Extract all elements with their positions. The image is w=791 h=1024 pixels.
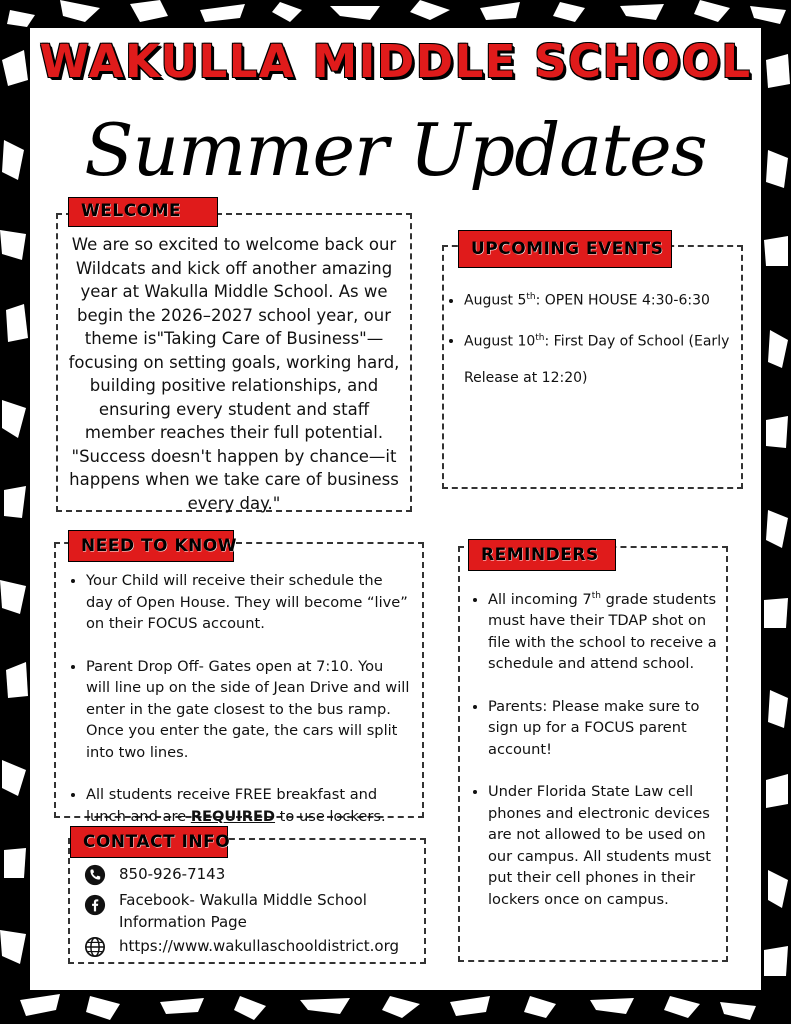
facebook-icon xyxy=(84,894,106,916)
contact-info-tag: CONTACT INFO xyxy=(70,826,228,858)
phone-number: 850-926-7143 xyxy=(119,865,226,883)
need-to-know-item: • All students receive FREE breakfast and lunch and are REQUIRED to use lockers. xyxy=(86,784,412,827)
need-to-know-box xyxy=(54,542,424,825)
events-list xyxy=(446,279,735,397)
upcoming-events-box xyxy=(442,245,743,489)
need-to-know-list xyxy=(68,570,412,848)
upcoming-events-tag: UPCOMING EVENTS xyxy=(458,230,672,268)
reminder-item: • All incoming 7th grade students must have their TDAP shot on file with the school to receive a schedule and attend school. xyxy=(488,586,720,675)
facebook-row xyxy=(84,890,384,933)
event-item: • August 10th: First Day of School (Early Release at 12:20) xyxy=(464,320,735,398)
reminder-item: • Parents: Please make sure to sign up for a FOCUS parent account! xyxy=(488,696,720,761)
reminders-list xyxy=(470,586,720,931)
welcome-text: We are so excited to welcome back our Wildcats and kick off another amazing year at Wakulla Middle School. As we begin the 2026–2027 school year, our theme is"Taking Care of Business"—focusing on setting goals, working hard, building positive relationships, and ensuring every student and staff member reaches their full potential. "Success doesn't happen by chance—it happens when we take care of business every day." xyxy=(68,235,400,513)
website-row xyxy=(84,936,399,958)
need-to-know-tag: NEED TO KNOW xyxy=(68,530,234,562)
reminder-item: • Under Florida State Law cell phones and electronic devices are not allowed to be used on our campus. All students must put their cell phones in their lockers once on campus. xyxy=(488,781,720,910)
facebook-link[interactable]: Facebook- Wakulla Middle School Information Page xyxy=(119,891,367,931)
welcome-box xyxy=(56,213,412,512)
summer-updates-heading: Summer Updates xyxy=(84,108,707,192)
school-name-title: WAKULLA MIDDLE SCHOOL xyxy=(39,35,752,88)
need-to-know-item: • Parent Drop Off- Gates open at 7:10. You will line up on the side of Jean Drive and will enter in the gate closest to the bus ramp. Once you enter the gate, the cars will split into two lines. xyxy=(86,656,412,764)
reminders-tag: REMINDERS xyxy=(468,539,616,571)
required-emphasis: REQUIRED xyxy=(190,807,276,825)
event-item: • August 5th: OPEN HOUSE 4:30-6:30 xyxy=(464,279,735,320)
welcome-tag: WELCOME xyxy=(68,197,218,227)
need-to-know-item: • Your Child will receive their schedule the day of Open House. They will become “live” on their FOCUS account. xyxy=(86,570,412,635)
reminders-box xyxy=(458,546,728,962)
phone-icon xyxy=(84,864,106,886)
globe-icon xyxy=(84,936,106,958)
phone-row xyxy=(84,864,225,886)
flyer-sheet xyxy=(30,28,761,990)
website-link[interactable]: https://www.wakullaschooldistrict.org xyxy=(119,937,399,955)
